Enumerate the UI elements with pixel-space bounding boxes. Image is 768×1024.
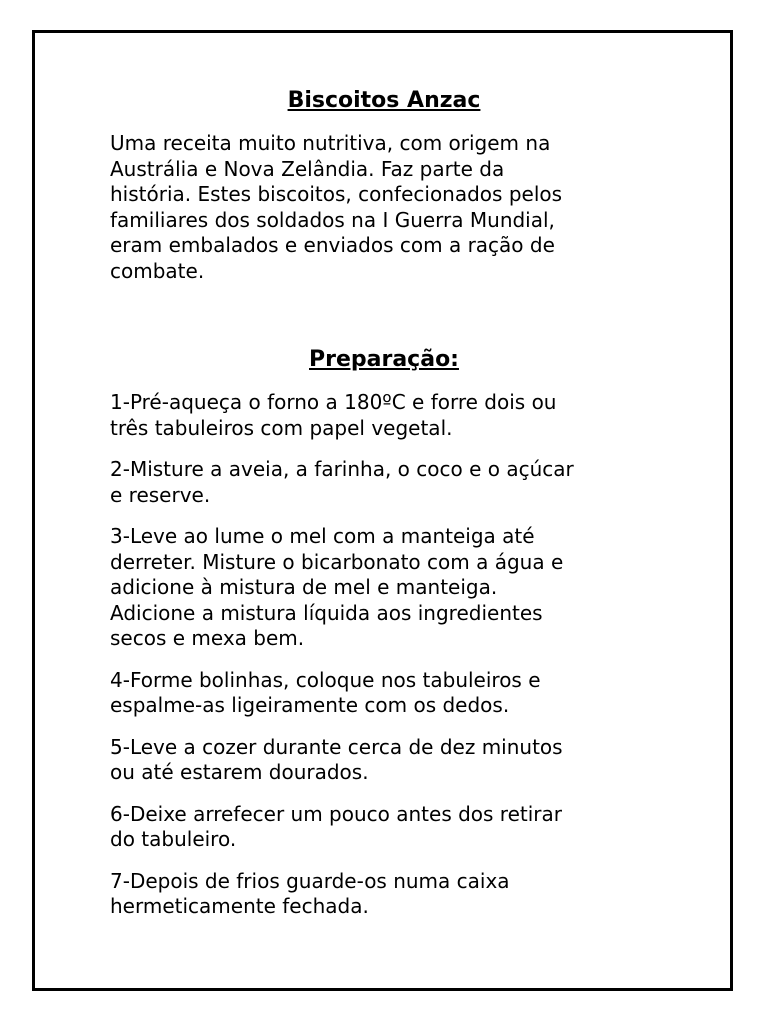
preparation-steps bbox=[110, 390, 658, 920]
preparation-step-6: 6-Deixe arrefecer um pouco antes dos retirar do tabuleiro. bbox=[110, 801, 562, 851]
recipe-intro: Uma receita muito nutritiva, com origem na Austrália e Nova Zelândia. Faz parte da história. Estes biscoitos, confecionados pelos familiares dos soldados na I Guerra Mundial, eram embalados e enviados com a ração de combate. bbox=[110, 131, 563, 283]
recipe-content bbox=[110, 87, 658, 936]
preparation-step-2: 2-Misture a aveia, a farinha, o coco e o açúcar e reserve. bbox=[110, 457, 574, 507]
preparation-step-3: 3-Leve ao lume o mel com a manteiga até derreter. Misture o bicarbonato com a água e adicione à mistura de mel e manteiga. Adicione a mistura líquida aos ingredientes secos e mexa bem. bbox=[110, 524, 564, 650]
recipe-title: Biscoitos Anzac bbox=[287, 88, 481, 113]
preparation-heading: Preparação: bbox=[309, 347, 459, 372]
preparation-step-4: 4-Forme bolinhas, coloque nos tabuleiros e espalme-as ligeiramente com os dedos. bbox=[110, 667, 541, 717]
preparation-step-5: 5-Leve a cozer durante cerca de dez minutos ou até estarem dourados. bbox=[110, 734, 563, 784]
preparation-step-1: 1-Pré-aqueça o forno a 180ºC e forre dois ou três tabuleiros com papel vegetal. bbox=[110, 390, 557, 440]
preparation-step-7: 7-Depois de frios guarde-os numa caixa hermeticamente fechada. bbox=[110, 868, 510, 918]
